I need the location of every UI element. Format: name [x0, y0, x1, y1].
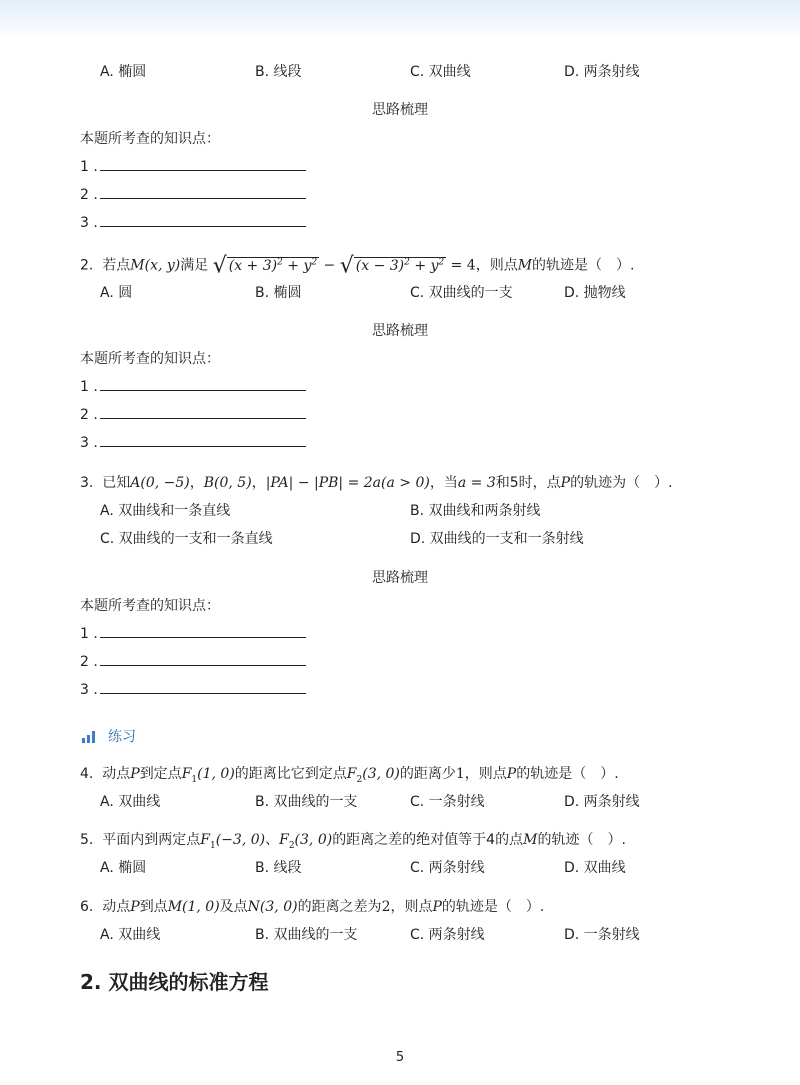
q2-text: 的轨迹是（ ）. [532, 257, 635, 274]
q1-option-a: A. 椭圆 [100, 64, 147, 80]
q2-option-b: B. 椭圆 [255, 285, 302, 301]
q3-text: 已知 [102, 475, 131, 491]
q6-option-c: C. 两条射线 [410, 927, 485, 943]
q3-option-b: B. 双曲线和两条射线 [410, 503, 541, 519]
q2-text: 满足 [180, 257, 209, 274]
q4-option-d: D. 两条射线 [564, 794, 640, 810]
knowledge-line-1-1 [80, 157, 306, 177]
thinking-title-3: 思路梳理 [372, 570, 428, 586]
knowledge-label-1: 本题所考查的知识点： [80, 131, 220, 147]
math-equals: = 4 [446, 257, 476, 274]
q2-option-a: A. 圆 [100, 285, 133, 301]
q4-option-b: B. 双曲线的一支 [255, 794, 358, 810]
blank-number: 3 . [80, 215, 98, 231]
q1-option-b: B. 线段 [255, 64, 302, 80]
fill-blank[interactable] [100, 378, 306, 391]
q6-option-d: D. 一条射线 [564, 927, 640, 943]
question-number: 2. [80, 257, 94, 274]
blank-number: 2 . [80, 654, 98, 670]
math-point-p: P [560, 475, 571, 491]
q2-text: ，则点 [475, 257, 518, 274]
knowledge-label-2: 本题所考查的知识点： [80, 351, 220, 367]
blank-number: 1 . [80, 626, 98, 642]
math-point-m: M [517, 257, 533, 274]
math-args: (x, y) [144, 257, 181, 274]
knowledge-line-2-3 [80, 433, 306, 453]
q5-option-c: C. 两条射线 [410, 860, 485, 876]
question-3: 3. 已知A(0, −5)，B(0, 5)，|PA| − |PB| = 2a(a > 0)，当a = 3和5时，点P的轨迹为（ ）. [80, 475, 673, 491]
sqrt-expression-1: √ $(x + 3)^2 + y^2$ [212, 253, 318, 279]
q4-option-c: C. 一条射线 [410, 794, 485, 810]
q5-option-a: A. 椭圆 [100, 860, 147, 876]
blank-number: 1 . [80, 379, 98, 395]
top-decorative-band [0, 0, 800, 40]
q1-option-d: D. 两条射线 [564, 64, 640, 80]
q3-text: 的轨迹为（ ）. [570, 475, 673, 491]
q3-option-d: D. 双曲线的一支和一条射线 [410, 531, 584, 547]
question-number: 5. [80, 832, 94, 848]
question-5: 5. 平面内到两定点$F_1(-3$, 0)、$F_2(3$, 0)的距离之差的绝对值等于4的点M的轨迹（ ）. [80, 832, 626, 851]
q2-option-c: C. 双曲线的一支 [410, 285, 513, 301]
sqrt-expression-2: √ $(x - 3)^2 + y^2$ [339, 253, 445, 279]
knowledge-line-1-3 [80, 213, 306, 233]
math-point-b: B(0, 5) [203, 475, 252, 491]
question-4: 4. 动点P到定点$F_1(1$, 0)的距离比它到定点$F_2(3$, 0)的距离少1，则点P的轨迹是（ ）. [80, 766, 619, 785]
blank-number: 1 . [80, 159, 98, 175]
fill-blank[interactable] [100, 625, 306, 638]
q3-option-c: C. 双曲线的一支和一条直线 [100, 531, 273, 547]
math-condition: |PA| − |PB| = 2a(a > 0) [265, 475, 430, 491]
signal-bars-icon [82, 731, 98, 743]
knowledge-line-1-2 [80, 185, 306, 205]
question-number: 6. [80, 899, 94, 915]
q2-option-d: D. 抛物线 [564, 285, 626, 301]
fill-blank[interactable] [100, 214, 306, 227]
q5-option-d: D. 双曲线 [564, 860, 626, 876]
blank-number: 2 . [80, 187, 98, 203]
practice-label: 练习 [108, 729, 136, 745]
page-number: 5 [395, 1050, 405, 1065]
q6-option-b: B. 双曲线的一支 [255, 927, 358, 943]
math-point-m: M [130, 257, 145, 274]
knowledge-line-2-2 [80, 405, 306, 425]
q3-option-a: A. 双曲线和一条直线 [100, 503, 231, 519]
knowledge-line-3-3 [80, 680, 306, 700]
blank-number: 3 . [80, 682, 98, 698]
blank-number: 2 . [80, 407, 98, 423]
fill-blank[interactable] [100, 434, 306, 447]
section-heading: 2. 双曲线的标准方程 [80, 970, 269, 994]
question-6: 6. 动点P到点M(1, 0)及点N(3, 0)的距离之差为2，则点P的轨迹是（ ）. [80, 899, 545, 915]
question-number: 3. [80, 475, 94, 491]
math-minus: − [319, 257, 340, 274]
question-number: 4. [80, 766, 94, 782]
question-2 [80, 252, 635, 277]
thinking-title-1: 思路梳理 [372, 102, 428, 118]
fill-blank[interactable] [100, 158, 306, 171]
q1-option-c: C. 双曲线 [410, 64, 471, 80]
thinking-title-2: 思路梳理 [372, 323, 428, 339]
q2-text: 若点 [102, 257, 131, 274]
math-a-value: a = 3 [457, 475, 496, 491]
q5-option-b: B. 线段 [255, 860, 302, 876]
knowledge-line-3-2 [80, 652, 306, 672]
fill-blank[interactable] [100, 186, 306, 199]
math-point-a: A(0, −5) [130, 475, 190, 491]
q4-option-a: A. 双曲线 [100, 794, 161, 810]
fill-blank[interactable] [100, 406, 306, 419]
q6-option-a: A. 双曲线 [100, 927, 161, 943]
blank-number: 3 . [80, 435, 98, 451]
knowledge-line-3-1 [80, 624, 306, 644]
q3-text: 和5时，点 [495, 475, 561, 491]
knowledge-label-3: 本题所考查的知识点： [80, 598, 220, 614]
knowledge-line-2-1 [80, 377, 306, 397]
q3-text: ，当 [429, 475, 458, 491]
fill-blank[interactable] [100, 653, 306, 666]
fill-blank[interactable] [100, 681, 306, 694]
